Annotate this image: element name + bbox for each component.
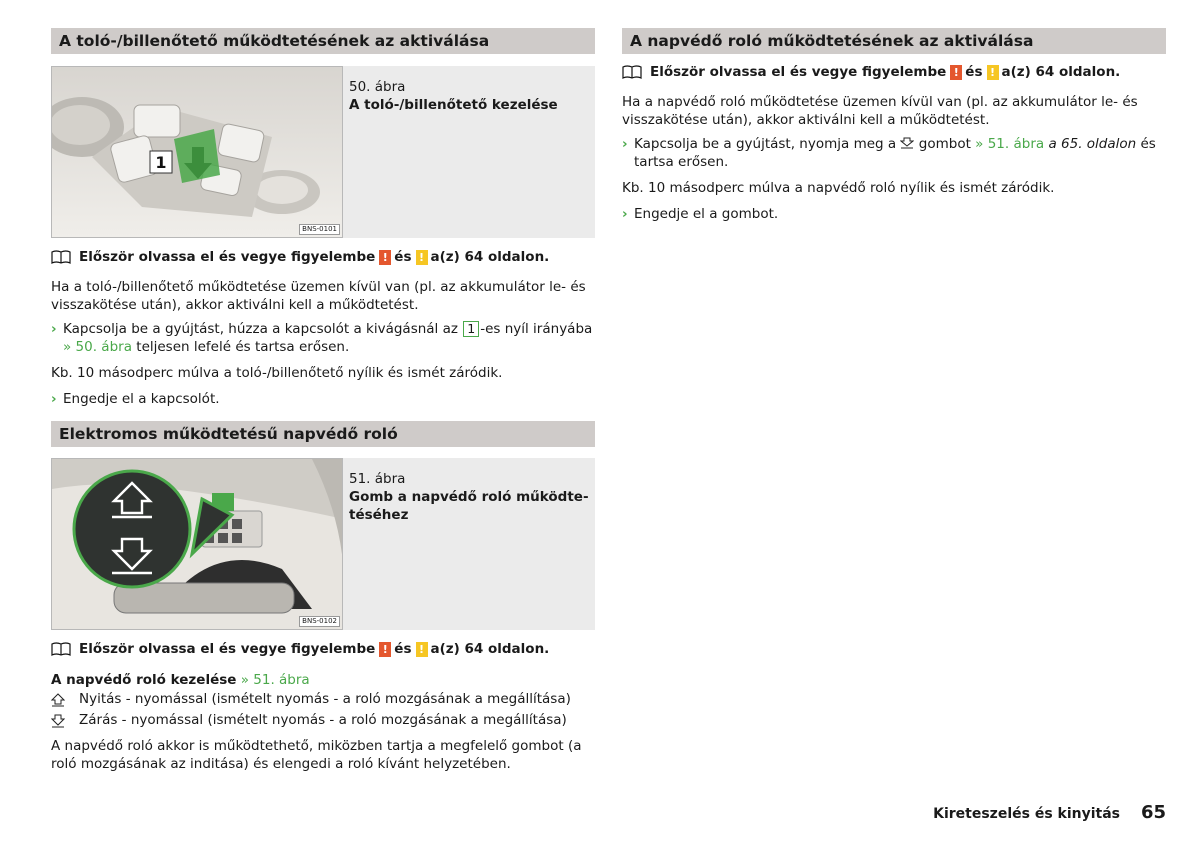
- roof-intro-paragraph: Ha a toló-/billenőtető működtetése üzemen kívül van (pl. az akkumulátor le- és visszakötése után), akkor aktiválni kell a működtetést.: [51, 279, 586, 313]
- note-text-before: Először olvassa el és vegye figyelembe: [650, 64, 947, 80]
- sunblind-outro-paragraph: A napvédő roló akkor is működtethető, miközben tartja a megfelelő gombot (a roló mozgásának az inditása) és elengedi a roló kívánt helyzetében.: [51, 738, 582, 772]
- book-icon: [622, 65, 642, 79]
- read-first-note: [622, 63, 1166, 81]
- close-arrow-icon: [900, 137, 914, 149]
- figure-50-number: 50. ábra: [349, 79, 406, 95]
- chevron-right-icon: ›: [622, 136, 628, 152]
- sunblind-step-2: [622, 205, 1166, 223]
- warning-red-icon: !: [950, 65, 962, 80]
- roof-switch-illustration: [52, 67, 343, 238]
- note-text-after: a(z) 64 oldalon.: [1001, 64, 1121, 80]
- note-text-and: és: [965, 64, 983, 80]
- figure-51-caption: [343, 458, 595, 630]
- figure-50-caption: [343, 66, 595, 238]
- step-text: Engedje el a kapcsolót.: [63, 391, 220, 407]
- sunblind-step-1: [622, 135, 1166, 171]
- sunblind-ops-heading: [51, 671, 595, 689]
- close-line: [51, 710, 595, 731]
- note-text-before: Először olvassa el és vegye figyelembe: [79, 641, 376, 657]
- sunblind-wait-paragraph: Kb. 10 másodperc múlva a napvédő roló nyílik és ismét záródik.: [622, 180, 1055, 196]
- footer-page-number: 65: [1140, 802, 1166, 823]
- figure-51-image: [51, 458, 343, 630]
- chevron-right-icon: ›: [51, 321, 57, 337]
- step-text: teljesen lefelé és tartsa erősen.: [136, 339, 350, 355]
- step-text: Kapcsolja be a gyújtást, nyomja meg a: [634, 136, 897, 152]
- figure-50-row: [51, 66, 595, 238]
- chevron-right-icon: ›: [622, 206, 628, 222]
- open-arrow-icon: [51, 693, 65, 707]
- roof-step-1: [51, 320, 595, 356]
- figure-50-id: BNS-0101: [299, 224, 340, 235]
- figure-51-link[interactable]: » 51. ábra: [240, 672, 310, 688]
- right-column: [622, 28, 1166, 223]
- step-text: -es nyíl irányába: [480, 321, 593, 337]
- section-heading-sunblind-activation: A napvédő roló működtetésének az aktiválása: [622, 28, 1166, 54]
- read-first-note: [51, 248, 595, 266]
- chevron-right-icon: ›: [51, 391, 57, 407]
- close-arrow-icon: [51, 714, 65, 728]
- warning-yellow-icon: !: [416, 642, 428, 657]
- step-text: Kapcsolja be a gyújtást, húzza a kapcsolót a kivágásnál az: [63, 321, 458, 337]
- open-line-text: Nyitás - nyomással (ismételt nyomás - a roló mozgásának a megállítása): [79, 691, 571, 707]
- warning-yellow-icon: !: [987, 65, 999, 80]
- note-text-before: Először olvassa el és vegye figyelembe: [79, 249, 376, 265]
- note-text-and: és: [394, 249, 412, 265]
- sunblind-button-illustration: [52, 459, 343, 630]
- section-heading-roof-activation: A toló-/billenőtető működtetésének az aktiválása: [51, 28, 595, 54]
- read-first-note: [51, 640, 595, 658]
- figure-50-title: A toló-/billenőtető kezelése: [349, 97, 558, 113]
- roof-step-2: [51, 390, 595, 408]
- figure-51-title: Gomb a napvédő roló működte- téséhez: [349, 489, 589, 523]
- book-icon: [51, 642, 71, 656]
- page-ref[interactable]: a 65. oldalon: [1048, 136, 1137, 152]
- left-column: [51, 28, 595, 773]
- roof-wait-paragraph: Kb. 10 másodperc múlva a toló-/billenőtető nyílik és ismét záródik.: [51, 365, 503, 381]
- close-line-text: Zárás - nyomással (ismételt nyomás - a roló mozgásának a megállítása): [79, 712, 567, 728]
- book-icon: [51, 250, 71, 264]
- step-text: és tartsa erősen.: [634, 136, 1156, 170]
- figure-50-callout: 1: [155, 153, 167, 172]
- callout-ref-1: 1: [463, 321, 479, 337]
- section-heading-sunblind: Elektromos működtetésű napvédő roló: [51, 421, 595, 447]
- figure-50-image: [51, 66, 343, 238]
- footer-chapter-title: Kireteszelés és kinyitás: [933, 806, 1120, 822]
- figure-50-link[interactable]: » 50. ábra: [63, 339, 132, 355]
- step-text: Engedje el a gombot.: [634, 206, 779, 222]
- step-text: gombot: [918, 136, 971, 152]
- note-text-after: a(z) 64 oldalon.: [430, 641, 550, 657]
- note-text-and: és: [394, 641, 412, 657]
- note-text-after: a(z) 64 oldalon.: [430, 249, 550, 265]
- warning-yellow-icon: !: [416, 250, 428, 265]
- warning-red-icon: !: [379, 642, 391, 657]
- figure-51-row: [51, 458, 595, 630]
- open-line: [51, 689, 595, 710]
- warning-red-icon: !: [379, 250, 391, 265]
- sunblind-intro-paragraph: Ha a napvédő roló működtetése üzemen kívül van (pl. az akkumulátor le- és visszakötése után), akkor aktiválni kell a működtetést.: [622, 94, 1138, 128]
- figure-51-link[interactable]: » 51. ábra: [975, 136, 1045, 152]
- figure-51-id: BNS-0102: [299, 616, 340, 627]
- ops-heading-text: A napvédő roló kezelése: [51, 672, 237, 688]
- figure-51-number: 51. ábra: [349, 471, 406, 487]
